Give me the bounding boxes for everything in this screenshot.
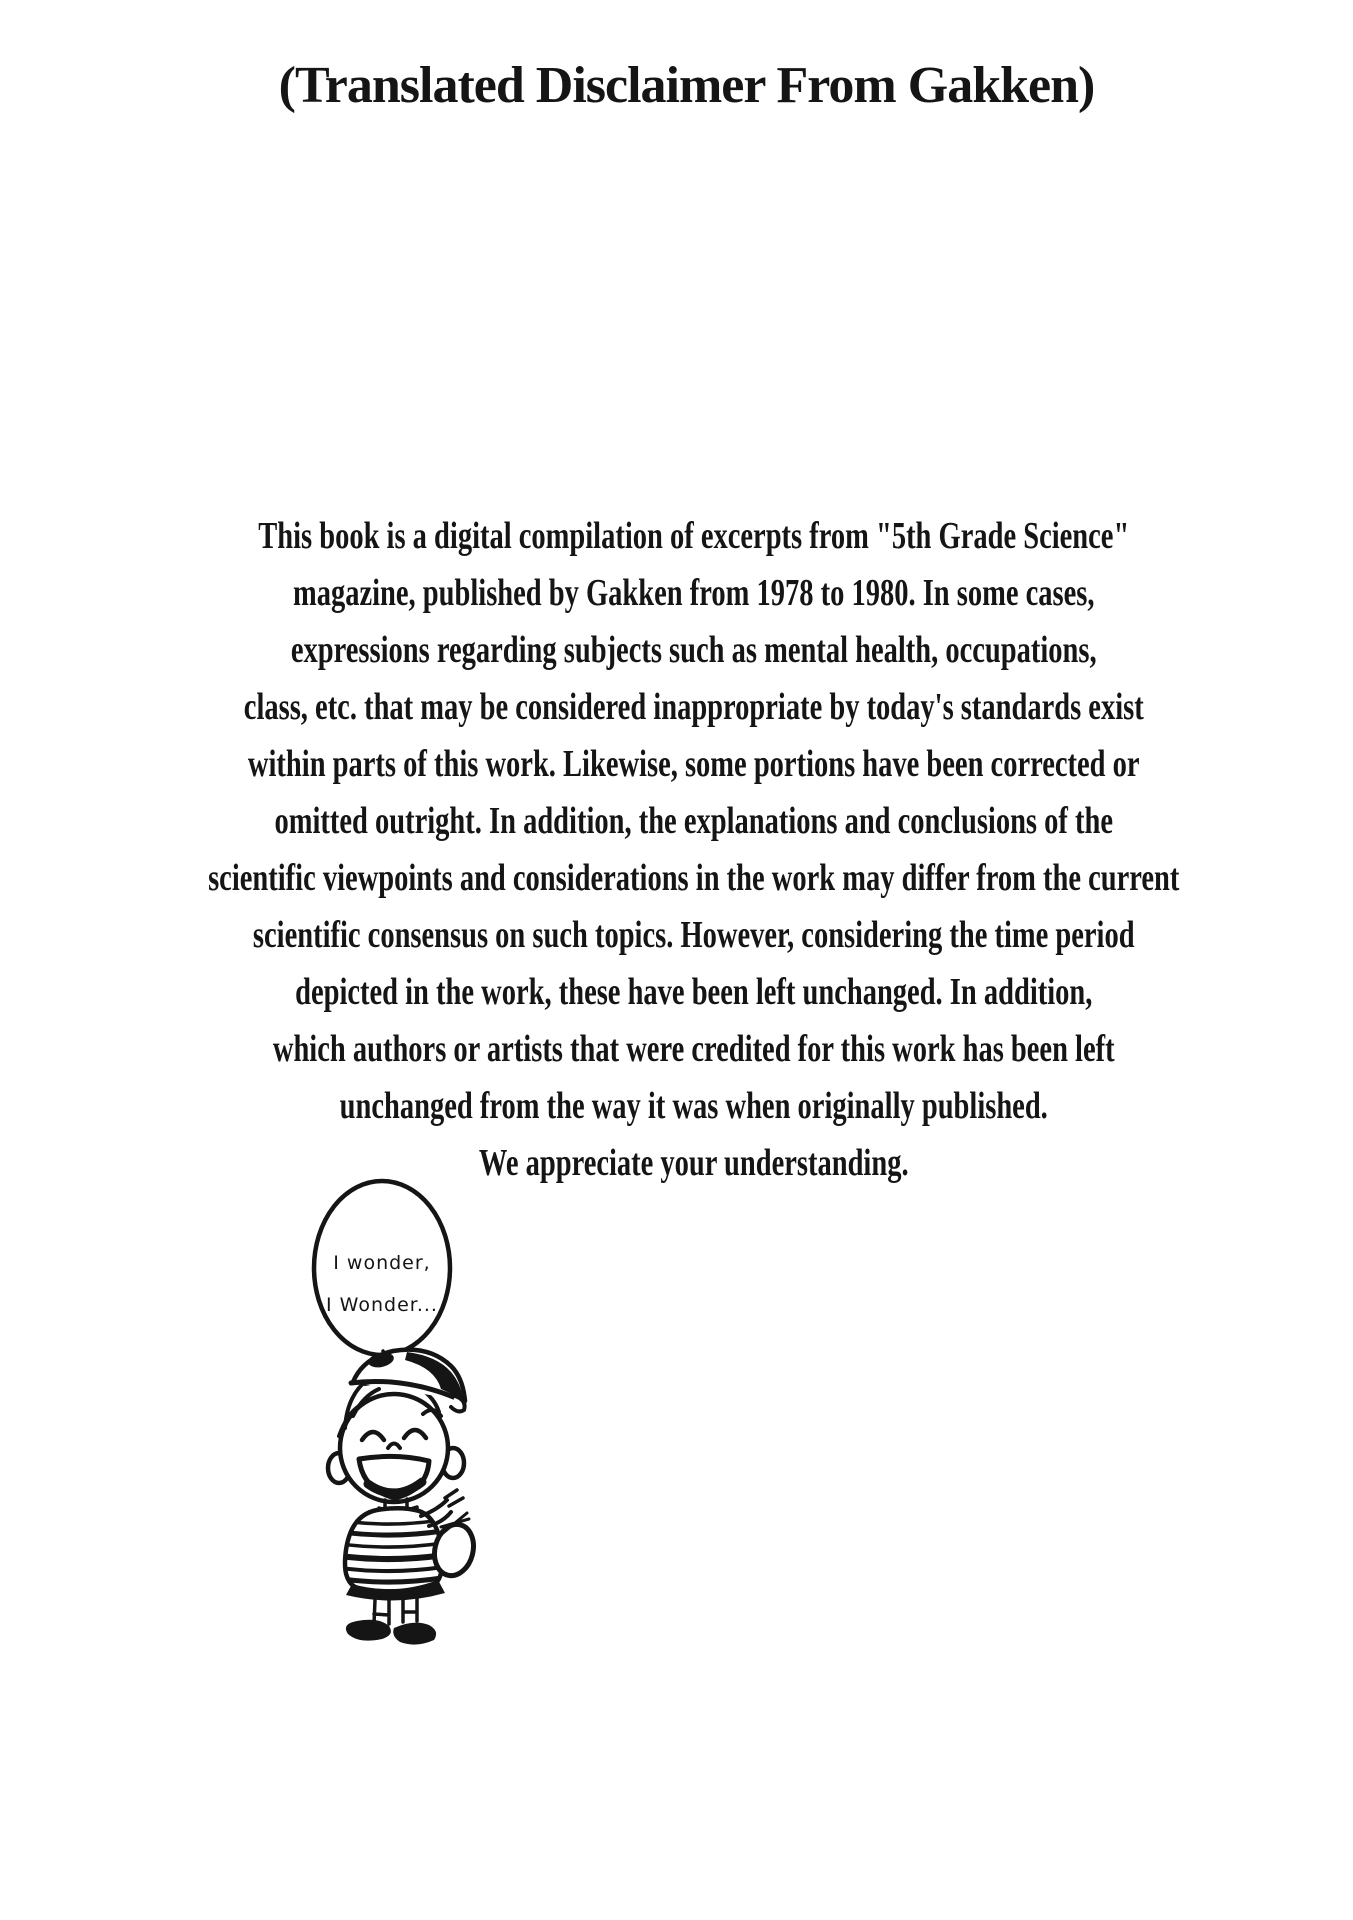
disclaimer-line: expressions regarding subjects such as mental health, occupations, — [290, 629, 1097, 671]
speech-bubble-text-line2: I Wonder... — [326, 1294, 438, 1316]
disclaimer-line: magazine, published by Gakken from 1978 to 1980. In some cases, — [292, 572, 1095, 614]
boy-figure — [328, 1350, 479, 1645]
disclaimer-line: unchanged from the way it was when originally published. — [339, 1085, 1048, 1127]
disclaimer-paragraph — [169, 508, 1184, 1192]
laughing-boy-illustration — [295, 1170, 495, 1650]
disclaimer-line: scientific consensus on such topics. However, considering the time period — [252, 914, 1135, 956]
boy-legs — [374, 1598, 417, 1624]
page-title: (Translated Disclaimer From Gakken) — [278, 57, 1095, 114]
disclaimer-line: We appreciate your understanding. — [478, 1142, 909, 1184]
disclaimer-line: depicted in the work, these have been left unchanged. In addition, — [295, 971, 1093, 1013]
boy-shoes — [346, 1620, 436, 1645]
disclaimer-line: class, etc. that may be considered inappropriate by today's standards exist — [243, 686, 1144, 728]
disclaimer-line: omitted outright. In addition, the explanations and conclusions of the — [274, 800, 1113, 842]
speech-bubble — [314, 1181, 450, 1369]
disclaimer-line: which authors or artists that were credited for this work has been left — [272, 1028, 1115, 1070]
disclaimer-line: within parts of this work. Likewise, some portions have been corrected or — [247, 743, 1140, 785]
speech-bubble-text-line1: I wonder, — [333, 1252, 431, 1274]
disclaimer-line: scientific viewpoints and considerations in the work may differ from the current — [208, 857, 1180, 899]
disclaimer-line: This book is a digital compilation of excerpts from "5th Grade Science" — [258, 515, 1130, 557]
